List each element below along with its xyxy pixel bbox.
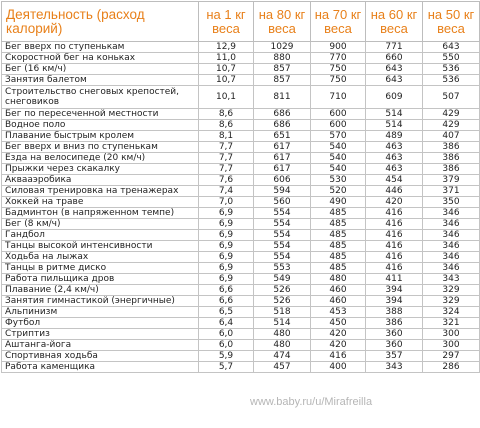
- header-per-1kg: на 1 кг веса: [199, 2, 254, 42]
- calorie-value: 460: [311, 285, 366, 296]
- activity-name: Работа пильщика дров: [2, 274, 199, 285]
- calorie-value: 7,0: [199, 197, 254, 208]
- calorie-value: 643: [423, 42, 480, 53]
- table-row: [2, 175, 480, 186]
- calorie-value: 286: [423, 362, 480, 373]
- calorie-value: 606: [254, 175, 311, 186]
- calorie-value: 394: [366, 285, 423, 296]
- calorie-value: 371: [423, 186, 480, 197]
- activity-name: Бег по пересеченной местности: [2, 109, 199, 120]
- calorie-value: 386: [423, 142, 480, 153]
- table-row: [2, 351, 480, 362]
- calorie-value: 530: [311, 175, 366, 186]
- calorie-value: 8,6: [199, 109, 254, 120]
- calorie-value: 420: [311, 329, 366, 340]
- calorie-value: 12,9: [199, 42, 254, 53]
- calorie-value: 514: [366, 120, 423, 131]
- calorie-value: 450: [311, 318, 366, 329]
- activity-name: Силовая тренировка на тренажерах: [2, 186, 199, 197]
- table-row: [2, 219, 480, 230]
- calorie-value: 526: [254, 285, 311, 296]
- calorie-value: 11,0: [199, 53, 254, 64]
- calorie-value: 900: [311, 42, 366, 53]
- table-row: [2, 285, 480, 296]
- calorie-value: 857: [254, 75, 311, 86]
- calorie-value: 6,5: [199, 307, 254, 318]
- calorie-value: 540: [311, 153, 366, 164]
- activity-name: Ходьба на лыжах: [2, 252, 199, 263]
- calorie-value: 454: [366, 175, 423, 186]
- table-row: [2, 362, 480, 373]
- table-row: [2, 274, 480, 285]
- table-row: [2, 164, 480, 175]
- calorie-value: 490: [311, 197, 366, 208]
- calorie-value: 485: [311, 208, 366, 219]
- table-row: [2, 131, 480, 142]
- table-row: [2, 197, 480, 208]
- calorie-value: 416: [366, 208, 423, 219]
- calorie-value: 6,9: [199, 230, 254, 241]
- calorie-value: 6,9: [199, 219, 254, 230]
- calorie-value: 474: [254, 351, 311, 362]
- calorie-value: 771: [366, 42, 423, 53]
- calorie-value: 388: [366, 307, 423, 318]
- calorie-value: 480: [254, 340, 311, 351]
- calorie-value: 346: [423, 263, 480, 274]
- calorie-value: 485: [311, 230, 366, 241]
- header-per-70kg: на 70 кг веса: [311, 2, 366, 42]
- table-row: [2, 109, 480, 120]
- calorie-value: 6,6: [199, 296, 254, 307]
- calorie-value: 429: [423, 109, 480, 120]
- activity-name: Езда на велосипеде (20 км/ч): [2, 153, 199, 164]
- calorie-value: 540: [311, 142, 366, 153]
- calorie-value: 357: [366, 351, 423, 362]
- calorie-value: 7,7: [199, 164, 254, 175]
- calorie-value: 360: [366, 340, 423, 351]
- calorie-value: 10,1: [199, 86, 254, 109]
- calorie-value: 416: [366, 252, 423, 263]
- calorie-value: 394: [366, 296, 423, 307]
- calorie-value: 329: [423, 285, 480, 296]
- calorie-value: 460: [311, 296, 366, 307]
- calorie-value: 7,4: [199, 186, 254, 197]
- activity-name: Плавание быстрым кролем: [2, 131, 199, 142]
- calorie-value: 617: [254, 142, 311, 153]
- calorie-value: 600: [311, 109, 366, 120]
- calorie-value: 600: [311, 120, 366, 131]
- calorie-value: 485: [311, 263, 366, 274]
- table-row: [2, 307, 480, 318]
- calorie-value: 686: [254, 109, 311, 120]
- calorie-value: 420: [366, 197, 423, 208]
- calorie-value: 5,7: [199, 362, 254, 373]
- calorie-value: 485: [311, 252, 366, 263]
- calorie-value: 811: [254, 86, 311, 109]
- watermark: www.baby.ru/u/Mirafreilla: [250, 396, 373, 408]
- table-row: [2, 86, 480, 109]
- table-row: [2, 340, 480, 351]
- calorie-value: 463: [366, 153, 423, 164]
- calorie-value: 321: [423, 318, 480, 329]
- table-row: [2, 329, 480, 340]
- calorie-value: 6,6: [199, 285, 254, 296]
- table-row: [2, 186, 480, 197]
- calorie-value: 643: [366, 64, 423, 75]
- table-body: [2, 42, 480, 373]
- calorie-value: 329: [423, 296, 480, 307]
- calorie-value: 346: [423, 219, 480, 230]
- activity-name: Плавание (2,4 км/ч): [2, 285, 199, 296]
- table-row: [2, 75, 480, 86]
- calorie-value: 1029: [254, 42, 311, 53]
- calorie-value: 617: [254, 153, 311, 164]
- calorie-value: 6,9: [199, 252, 254, 263]
- calorie-value: 360: [366, 329, 423, 340]
- calorie-value: 300: [423, 340, 480, 351]
- calorie-value: 379: [423, 175, 480, 186]
- table-row: [2, 296, 480, 307]
- header-row: [2, 2, 480, 42]
- table-row: [2, 53, 480, 64]
- calorie-value: 550: [423, 53, 480, 64]
- activity-name: Занятия балетом: [2, 75, 199, 86]
- calorie-value: 416: [311, 351, 366, 362]
- calorie-value: 350: [423, 197, 480, 208]
- calorie-value: 407: [423, 131, 480, 142]
- table-row: [2, 241, 480, 252]
- header-activity: Деятельность (расход калорий): [2, 2, 199, 42]
- calorie-value: 536: [423, 75, 480, 86]
- activity-name: Бег вверх по ступенькам: [2, 42, 199, 53]
- calorie-value: 7,7: [199, 153, 254, 164]
- calorie-value: 10,7: [199, 75, 254, 86]
- calorie-value: 7,6: [199, 175, 254, 186]
- calorie-value: 651: [254, 131, 311, 142]
- calorie-value: 643: [366, 75, 423, 86]
- calorie-value: 750: [311, 64, 366, 75]
- calorie-value: 420: [311, 340, 366, 351]
- header-per-60kg: на 60 кг веса: [366, 2, 423, 42]
- calorie-value: 536: [423, 64, 480, 75]
- header-per-50kg: на 50 кг веса: [423, 2, 480, 42]
- activity-name: Прыжки через скакалку: [2, 164, 199, 175]
- table-row: [2, 230, 480, 241]
- calorie-value: 346: [423, 230, 480, 241]
- calorie-value: 609: [366, 86, 423, 109]
- calorie-value: 710: [311, 86, 366, 109]
- activity-name: Танцы высокой интенсивности: [2, 241, 199, 252]
- calorie-value: 554: [254, 230, 311, 241]
- calorie-value: 6,0: [199, 329, 254, 340]
- table-row: [2, 153, 480, 164]
- calorie-value: 300: [423, 329, 480, 340]
- calorie-value: 416: [366, 230, 423, 241]
- activity-name: Бег (16 км/ч): [2, 64, 199, 75]
- calorie-value: 416: [366, 263, 423, 274]
- calorie-value: 346: [423, 241, 480, 252]
- calorie-value: 463: [366, 164, 423, 175]
- calorie-value: 400: [311, 362, 366, 373]
- calorie-value: 570: [311, 131, 366, 142]
- activity-name: Аштанга-йога: [2, 340, 199, 351]
- calorie-value: 770: [311, 53, 366, 64]
- calorie-value: 489: [366, 131, 423, 142]
- calorie-value: 446: [366, 186, 423, 197]
- calorie-value: 324: [423, 307, 480, 318]
- calorie-value: 880: [254, 53, 311, 64]
- activity-name: Футбол: [2, 318, 199, 329]
- activity-name: Аквааэробика: [2, 175, 199, 186]
- activity-name: Водное поло: [2, 120, 199, 131]
- calorie-value: 416: [366, 219, 423, 230]
- calorie-value: 520: [311, 186, 366, 197]
- activity-name: Строительство снеговых крепостей, снеговиков: [2, 86, 199, 109]
- table-row: [2, 263, 480, 274]
- activity-name: Скоростной бег на коньках: [2, 53, 199, 64]
- calorie-value: 594: [254, 186, 311, 197]
- calorie-value: 540: [311, 164, 366, 175]
- calorie-value: 457: [254, 362, 311, 373]
- calorie-value: 518: [254, 307, 311, 318]
- calorie-value: 660: [366, 53, 423, 64]
- activity-name: Гандбол: [2, 230, 199, 241]
- calorie-value: 526: [254, 296, 311, 307]
- calorie-value: 560: [254, 197, 311, 208]
- calorie-value: 343: [423, 274, 480, 285]
- calorie-value: 6,4: [199, 318, 254, 329]
- calorie-value: 7,7: [199, 142, 254, 153]
- activity-name: Альпинизм: [2, 307, 199, 318]
- calorie-value: 857: [254, 64, 311, 75]
- calorie-value: 6,9: [199, 241, 254, 252]
- calorie-value: 411: [366, 274, 423, 285]
- calorie-value: 386: [423, 153, 480, 164]
- calorie-value: 297: [423, 351, 480, 362]
- calorie-value: 549: [254, 274, 311, 285]
- calorie-value: 507: [423, 86, 480, 109]
- calorie-value: 6,9: [199, 263, 254, 274]
- calorie-value: 554: [254, 208, 311, 219]
- calorie-value: 8,1: [199, 131, 254, 142]
- header-per-80kg: на 80 кг веса: [254, 2, 311, 42]
- calorie-value: 514: [254, 318, 311, 329]
- calorie-value: 386: [423, 164, 480, 175]
- calorie-value: 6,0: [199, 340, 254, 351]
- calorie-value: 453: [311, 307, 366, 318]
- calorie-value: 346: [423, 252, 480, 263]
- calorie-value: 617: [254, 164, 311, 175]
- table-row: [2, 252, 480, 263]
- activity-name: Работа каменщика: [2, 362, 199, 373]
- activity-name: Танцы в ритме диско: [2, 263, 199, 274]
- calorie-value: 343: [366, 362, 423, 373]
- calorie-value: 346: [423, 208, 480, 219]
- table-row: [2, 42, 480, 53]
- calorie-value: 480: [254, 329, 311, 340]
- activity-name: Бег вверх и вниз по ступенькам: [2, 142, 199, 153]
- calorie-table: [1, 1, 480, 373]
- calorie-value: 480: [311, 274, 366, 285]
- activity-name: Бадминтон (в напряженном темпе): [2, 208, 199, 219]
- table-row: [2, 208, 480, 219]
- calorie-value: 514: [366, 109, 423, 120]
- calorie-value: 386: [366, 318, 423, 329]
- activity-name: Стриптиз: [2, 329, 199, 340]
- activity-name: Спортивная ходьба: [2, 351, 199, 362]
- calorie-value: 6,9: [199, 274, 254, 285]
- calorie-value: 10,7: [199, 64, 254, 75]
- calorie-value: 8,6: [199, 120, 254, 131]
- table-row: [2, 142, 480, 153]
- table-row: [2, 318, 480, 329]
- calorie-value: 485: [311, 219, 366, 230]
- calorie-value: 485: [311, 241, 366, 252]
- calorie-value: 416: [366, 241, 423, 252]
- calorie-value: 750: [311, 75, 366, 86]
- calorie-value: 686: [254, 120, 311, 131]
- activity-name: Хоккей на траве: [2, 197, 199, 208]
- activity-name: Занятия гимнастикой (энергичные): [2, 296, 199, 307]
- calorie-value: 554: [254, 241, 311, 252]
- calorie-value: 429: [423, 120, 480, 131]
- calorie-value: 463: [366, 142, 423, 153]
- table-row: [2, 120, 480, 131]
- calorie-value: 553: [254, 263, 311, 274]
- calorie-value: 554: [254, 219, 311, 230]
- table-row: [2, 64, 480, 75]
- calorie-value: 5,9: [199, 351, 254, 362]
- activity-name: Бег (8 км/ч): [2, 219, 199, 230]
- calorie-value: 554: [254, 252, 311, 263]
- calorie-value: 6,9: [199, 208, 254, 219]
